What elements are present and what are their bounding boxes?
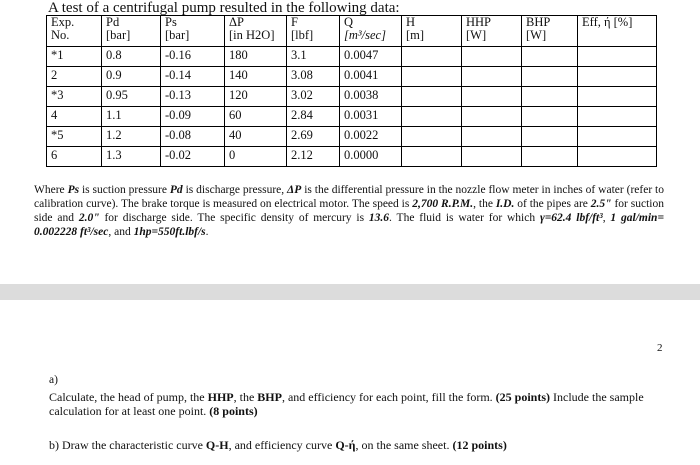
table-cell: 1.2: [102, 127, 161, 147]
header-cell: Q [m³/sec]: [340, 16, 402, 47]
table-cell: 2: [47, 67, 102, 87]
table-cell: [402, 67, 462, 87]
pump-data-table: [46, 15, 657, 167]
table-cell: 2.12: [287, 147, 340, 167]
table-cell: [402, 107, 462, 127]
table-cell: 120: [225, 87, 287, 107]
header-cell: F [lbf]: [287, 16, 340, 47]
table-cell: [402, 87, 462, 107]
table-cell: 0: [225, 147, 287, 167]
table-header-row: [47, 16, 657, 47]
table-row: [47, 67, 657, 87]
header-cell: H [m]: [402, 16, 462, 47]
table-cell: 0.0038: [340, 87, 402, 107]
table-cell: [402, 147, 462, 167]
table-cell: [402, 127, 462, 147]
table-cell: [462, 127, 522, 147]
table-cell: [578, 127, 657, 147]
table-row: [47, 107, 657, 127]
table-cell: -0.09: [161, 107, 225, 127]
header-cell: HHP [W]: [462, 16, 522, 47]
header-cell: Ps [bar]: [161, 16, 225, 47]
table-cell: [578, 87, 657, 107]
table-cell: 6: [47, 147, 102, 167]
table-cell: 3.08: [287, 67, 340, 87]
page-separator: [0, 284, 700, 300]
table-cell: *3: [47, 87, 102, 107]
table-cell: [578, 107, 657, 127]
header-cell: Pd [bar]: [102, 16, 161, 47]
table-cell: [522, 67, 578, 87]
table-cell: 0.0000: [340, 147, 402, 167]
table-cell: -0.13: [161, 87, 225, 107]
table-cell: 0.8: [102, 47, 161, 67]
table-cell: [402, 47, 462, 67]
table-cell: 0.95: [102, 87, 161, 107]
table-cell: 1.3: [102, 147, 161, 167]
table-cell: [522, 107, 578, 127]
table-cell: 2.69: [287, 127, 340, 147]
table-cell: 180: [225, 47, 287, 67]
table-cell: 2.84: [287, 107, 340, 127]
table-cell: 4: [47, 107, 102, 127]
table-cell: 1.1: [102, 107, 161, 127]
question-b-text: b) Draw the characteristic curve Q-H, and efficiency curve Q-ή, on the same sheet. (12 points): [49, 438, 507, 452]
question-a-label: a): [49, 374, 58, 386]
table-cell: -0.14: [161, 67, 225, 87]
table-cell: 0.0041: [340, 67, 402, 87]
header-cell: Exp. No.: [47, 16, 102, 47]
table-cell: [462, 147, 522, 167]
table-cell: *5: [47, 127, 102, 147]
table-cell: 0.9: [102, 67, 161, 87]
table-cell: [522, 87, 578, 107]
table-cell: 0.0022: [340, 127, 402, 147]
problem-description: Where Ps is suction pressure Pd is discharge pressure, ΔP is the differential pressure in the nozzle flow meter in inches of water (refer to calibration curve). The brake torque is measured on electrical motor. The speed is 2,700 R.P.M., the I.D. of the pipes are 2.5" for suction side and 2.0" for discharge side. The specific density of mercury is 13.6. The fluid is water for which γ=62.4 lbf/ft³, 1 gal/min= 0.002228 ft³/sec, and 1hp=550ft.lbf/s.: [34, 184, 664, 238]
table-cell: [462, 87, 522, 107]
table-cell: 40: [225, 127, 287, 147]
table-cell: [462, 107, 522, 127]
table-cell: 3.02: [287, 87, 340, 107]
table-row: [47, 47, 657, 67]
table-cell: 0.0031: [340, 107, 402, 127]
table-cell: [522, 47, 578, 67]
header-cell: BHP [W]: [522, 16, 578, 47]
question-a-text: Calculate, the head of pump, the HHP, the BHP, and efficiency for each point, fill the form. (25 points) Include the sample calculation for at least one point. (8 points): [49, 390, 644, 418]
table-cell: *1: [47, 47, 102, 67]
table-cell: 0.0047: [340, 47, 402, 67]
table-cell: -0.08: [161, 127, 225, 147]
table-cell: 60: [225, 107, 287, 127]
table-cell: [522, 147, 578, 167]
table-row: [47, 127, 657, 147]
table-cell: 140: [225, 67, 287, 87]
table-cell: [578, 47, 657, 67]
table-cell: 3.1: [287, 47, 340, 67]
header-cell: Eff, ή [%]: [578, 16, 657, 47]
header-cell: ΔP [in H2O]: [225, 16, 287, 47]
table-cell: [578, 147, 657, 167]
table-cell: [462, 67, 522, 87]
table-cell: -0.02: [161, 147, 225, 167]
table-cell: [522, 127, 578, 147]
page-heading: A test of a centrifugal pump resulted in the following data:: [48, 0, 400, 16]
table-row: [47, 147, 657, 167]
table-cell: [462, 47, 522, 67]
table-cell: [578, 67, 657, 87]
table-cell: -0.16: [161, 47, 225, 67]
table-row: [47, 87, 657, 107]
page-number: 2: [657, 342, 663, 354]
